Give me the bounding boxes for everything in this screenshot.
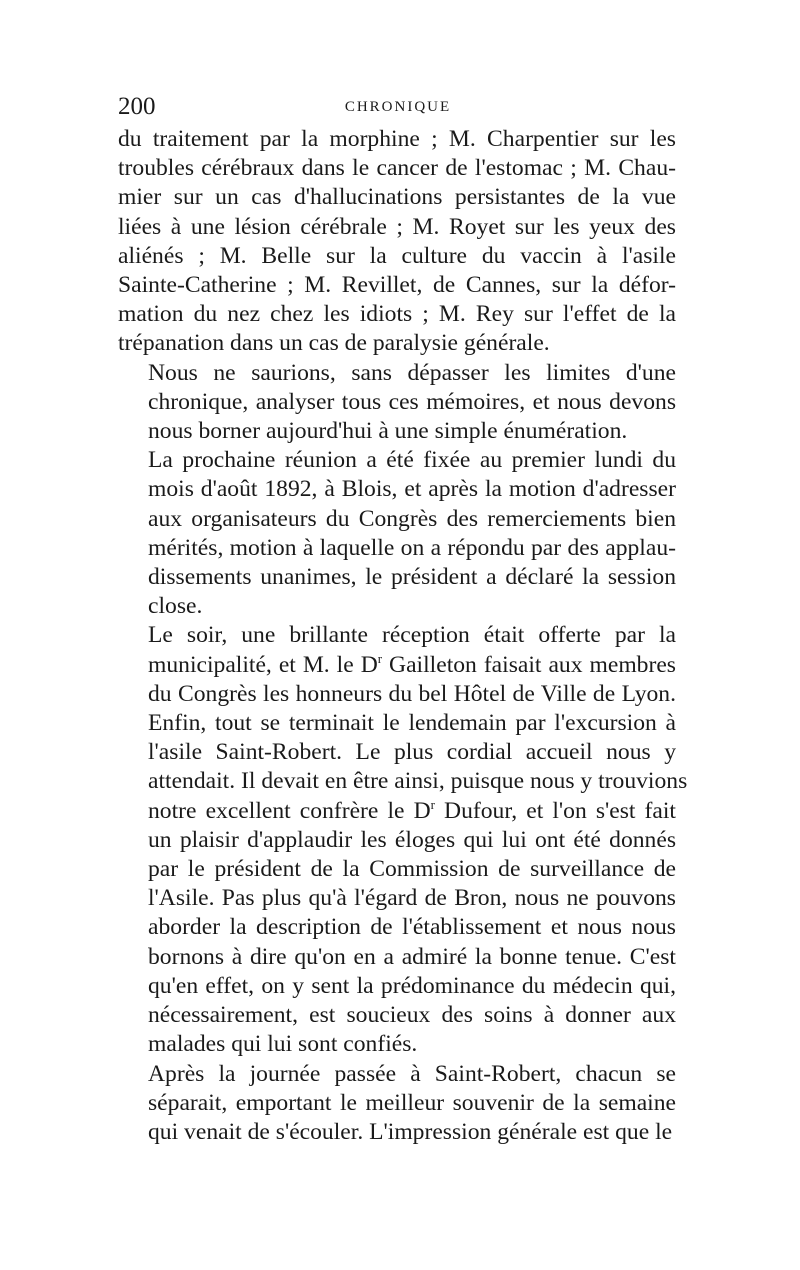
text-line: du Congrès les honneurs du bel Hôtel de Ville de Lyon. xyxy=(148,680,676,707)
text-line: un plaisir d'applaudir les éloges qui lui ont été donnés xyxy=(148,826,676,853)
text-line: Nous ne saurions, sans dépasser les limites d'une xyxy=(148,359,676,386)
text-line: mation du nez chez les idiots ; M. Rey sur l'effet de la xyxy=(118,301,676,328)
text-line: nous borner aujourd'hui à une simple énumération. xyxy=(148,418,628,445)
paragraph xyxy=(118,125,676,359)
text-line: Sainte-Catherine ; M. Revillet, de Cannes, sur la défor- xyxy=(118,272,676,299)
page-number: 200 xyxy=(118,93,156,120)
page-header xyxy=(118,92,678,122)
text-line: Enfin, tout se terminait le lendemain par l'excursion à xyxy=(148,710,676,737)
text-line: notre excellent confrère le $D^r$ Dufour, et l'on s'est fait xyxy=(148,796,676,824)
text-line: l'asile Saint-Robert. Le plus cordial accueil nous y xyxy=(148,739,676,766)
text-line: Le soir, une brillante réception était offerte par la xyxy=(148,622,676,649)
text-line: nécessairement, est soucieux des soins à donner aux xyxy=(148,1002,676,1029)
text-line: aliénés ; M. Belle sur la culture du vaccin à l'asile xyxy=(118,242,676,269)
text-line: aux organisateurs du Congrès des remerciements bien xyxy=(148,505,676,532)
text-line: du traitement par la morphine ; M. Charpentier sur les xyxy=(118,126,676,152)
text-line: qui venait de s'écouler. L'impression générale est que le xyxy=(148,1118,673,1145)
paragraph xyxy=(118,446,676,621)
paragraph xyxy=(118,1060,676,1148)
text-line: l'Asile. Pas plus qu'à l'égard de Bron, nous ne pouvons xyxy=(148,885,676,912)
text-line: troubles cérébraux dans le cancer de l'estomac ; M. Chau- xyxy=(118,155,676,182)
text-line: Après la journée passée à Saint-Robert, chacun se xyxy=(148,1060,676,1087)
text-line: mérités, motion à laquelle on a répondu par des applau- xyxy=(148,534,676,561)
text-line: La prochaine réunion a été fixée au premier lundi du xyxy=(148,447,676,474)
text-line: attendait. Il devait en être ainsi, puisque nous y trouvions xyxy=(148,768,688,795)
text-line: trépanation dans un cas de paralysie générale. xyxy=(118,330,550,357)
paragraph xyxy=(118,621,688,1059)
text-line: liées à une lésion cérébrale ; M. Royet sur les yeux des xyxy=(118,213,676,240)
text-line: dissements unanimes, le président a déclaré la session xyxy=(148,564,676,591)
text-line: mier sur un cas d'hallucinations persistantes de la vue xyxy=(118,184,676,211)
paragraph xyxy=(118,359,676,447)
text-line: par le président de la Commission de surveillance de xyxy=(148,856,676,883)
text-line: malades qui lui sont confiés. xyxy=(148,1031,418,1058)
body-text xyxy=(118,125,688,1147)
text-line: bornons à dire qu'on en a admiré la bonne tenue. C'est xyxy=(148,943,676,970)
text-line: chronique, analyser tous ces mémoires, et nous devons xyxy=(148,388,676,415)
text-line: municipalité, et M. le $D^r$ Gailleton faisait aux membres xyxy=(148,650,676,678)
text-line: séparait, emportant le meilleur souvenir de la semaine xyxy=(148,1089,676,1116)
text-line: aborder la description de l'établissement et nous nous xyxy=(148,914,676,941)
text-line: qu'en effet, on y sent la prédominance du médecin qui, xyxy=(148,972,676,999)
text-line: mois d'août 1892, à Blois, et après la motion d'adresser xyxy=(148,476,676,503)
running-title: CHRONIQUE xyxy=(344,99,452,115)
text-line: close. xyxy=(148,593,203,620)
